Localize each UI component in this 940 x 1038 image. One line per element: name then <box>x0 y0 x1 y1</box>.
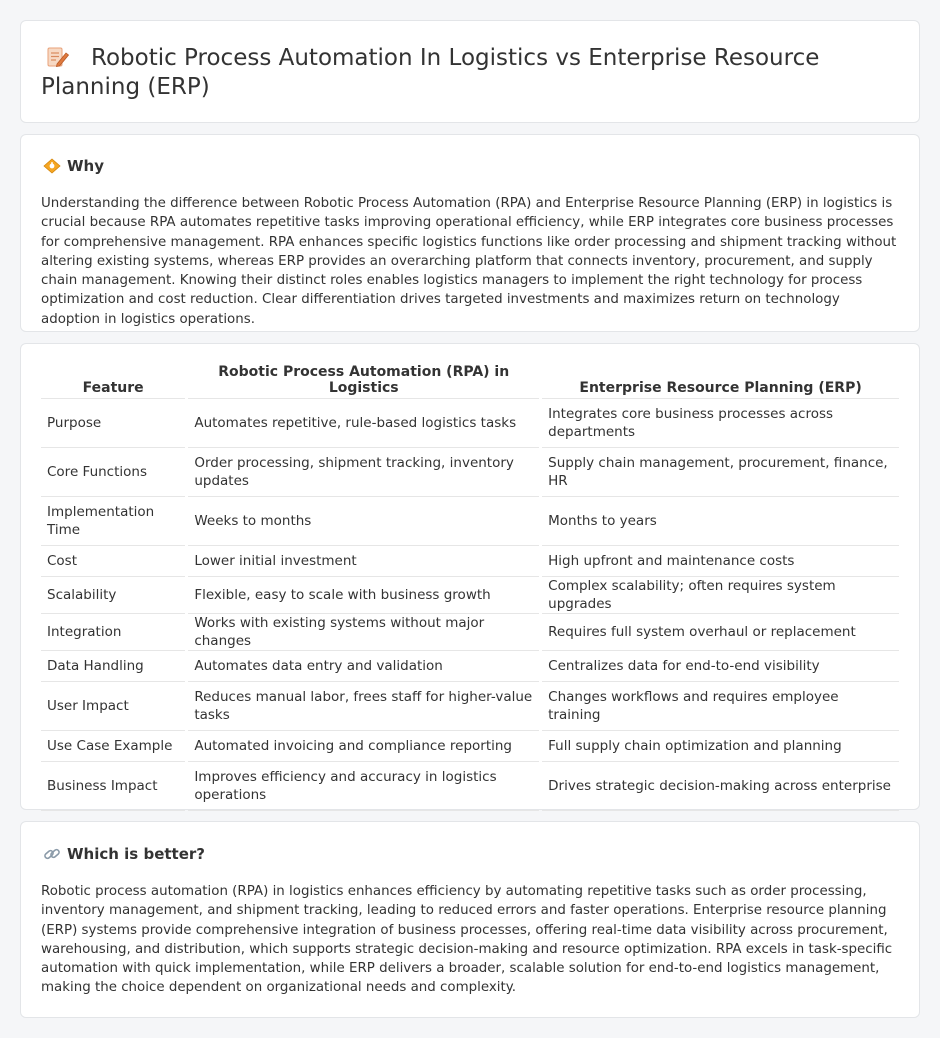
table-cell: Business Impact <box>41 762 185 811</box>
better-heading-text: Which is better? <box>67 845 205 863</box>
table-cell: User Impact <box>41 682 185 731</box>
which-is-better-section <box>20 821 920 1018</box>
table-cell: Automates repetitive, rule-based logistics tasks <box>188 399 539 448</box>
table-cell: Lower initial investment <box>188 546 539 577</box>
table-cell: Automates data entry and validation <box>188 651 539 682</box>
table-cell: Complex scalability; often requires system upgrades <box>542 577 899 614</box>
table-row <box>41 546 899 577</box>
table-cell: Automated invoicing and compliance reporting <box>188 731 539 762</box>
table-row <box>41 497 899 546</box>
table-cell: Reduces manual labor, frees staff for higher-value tasks <box>188 682 539 731</box>
table-cell: Order processing, shipment tracking, inventory updates <box>188 448 539 497</box>
comparison-table <box>38 364 902 811</box>
table-cell: Weeks to months <box>188 497 539 546</box>
table-row <box>41 762 899 811</box>
column-header: Enterprise Resource Planning (ERP) <box>542 364 899 399</box>
table-cell: Purpose <box>41 399 185 448</box>
table-row <box>41 651 899 682</box>
table-cell: Months to years <box>542 497 899 546</box>
table-row <box>41 614 899 651</box>
page-title <box>41 44 899 102</box>
table-cell: Full supply chain optimization and planning <box>542 731 899 762</box>
title-card <box>20 20 920 123</box>
table-row <box>41 577 899 614</box>
diamond-signal-icon <box>43 158 61 174</box>
table-cell: Supply chain management, procurement, finance, HR <box>542 448 899 497</box>
table-cell: Requires full system overhaul or replacement <box>542 614 899 651</box>
page-title-text: Robotic Process Automation In Logistics vs Enterprise Resource Planning (ERP) <box>41 45 820 100</box>
table-row <box>41 399 899 448</box>
table-cell: High upfront and maintenance costs <box>542 546 899 577</box>
table-cell: Improves efficiency and accuracy in logistics operations <box>188 762 539 811</box>
why-heading-text: Why <box>67 157 105 175</box>
why-heading <box>41 157 899 175</box>
column-header: Feature <box>41 364 185 399</box>
link-icon <box>43 846 61 862</box>
table-cell: Flexible, easy to scale with business growth <box>188 577 539 614</box>
table-cell: Use Case Example <box>41 731 185 762</box>
why-section <box>20 134 920 332</box>
table-cell: Centralizes data for end-to-end visibility <box>542 651 899 682</box>
column-header: Robotic Process Automation (RPA) in Logistics <box>188 364 539 399</box>
table-cell: Drives strategic decision-making across enterprise <box>542 762 899 811</box>
table-cell: Integration <box>41 614 185 651</box>
better-heading <box>41 845 899 863</box>
why-text: Understanding the difference between Robotic Process Automation (RPA) and Enterprise Resource Planning (ERP) in logistics is crucial because RPA automates repetitive tasks improving operational efficiency, while ERP integrates core business processes for comprehensive management. RPA enhances specific logistics functions like order processing and shipment tracking without altering existing systems, whereas ERP provides an overarching platform that connects inventory, procurement, and supply chain management. Knowing their distinct roles enables logistics managers to implement the right technology for process optimization and cost reduction. Clear differentiation drives targeted investments and maximizes return on technology adoption in logistics operations. <box>41 196 897 327</box>
table-cell: Changes workflows and requires employee training <box>542 682 899 731</box>
comparison-table-card <box>20 343 920 810</box>
document-pencil-icon <box>45 46 71 68</box>
better-text: Robotic process automation (RPA) in logistics enhances efficiency by automating repetitive tasks such as order processing, inventory management, and shipment tracking, leading to reduced errors and faster operations. Enterprise resource planning (ERP) systems provide comprehensive integration of business processes, offering real-time data visibility across procurement, warehousing, and distribution, which supports strategic decision-making and resource optimization. RPA excels in task-specific automation with quick implementation, while ERP delivers a broader, scalable solution for end-to-end logistics management, making the choice dependent on organizational needs and complexity. <box>41 884 893 996</box>
table-cell: Core Functions <box>41 448 185 497</box>
table-row <box>41 448 899 497</box>
table-cell: Scalability <box>41 577 185 614</box>
table-header-row <box>41 364 899 399</box>
table-cell: Implementation Time <box>41 497 185 546</box>
table-cell: Integrates core business processes across departments <box>542 399 899 448</box>
table-row <box>41 682 899 731</box>
table-row <box>41 731 899 762</box>
table-cell: Cost <box>41 546 185 577</box>
table-cell: Data Handling <box>41 651 185 682</box>
table-cell: Works with existing systems without major changes <box>188 614 539 651</box>
